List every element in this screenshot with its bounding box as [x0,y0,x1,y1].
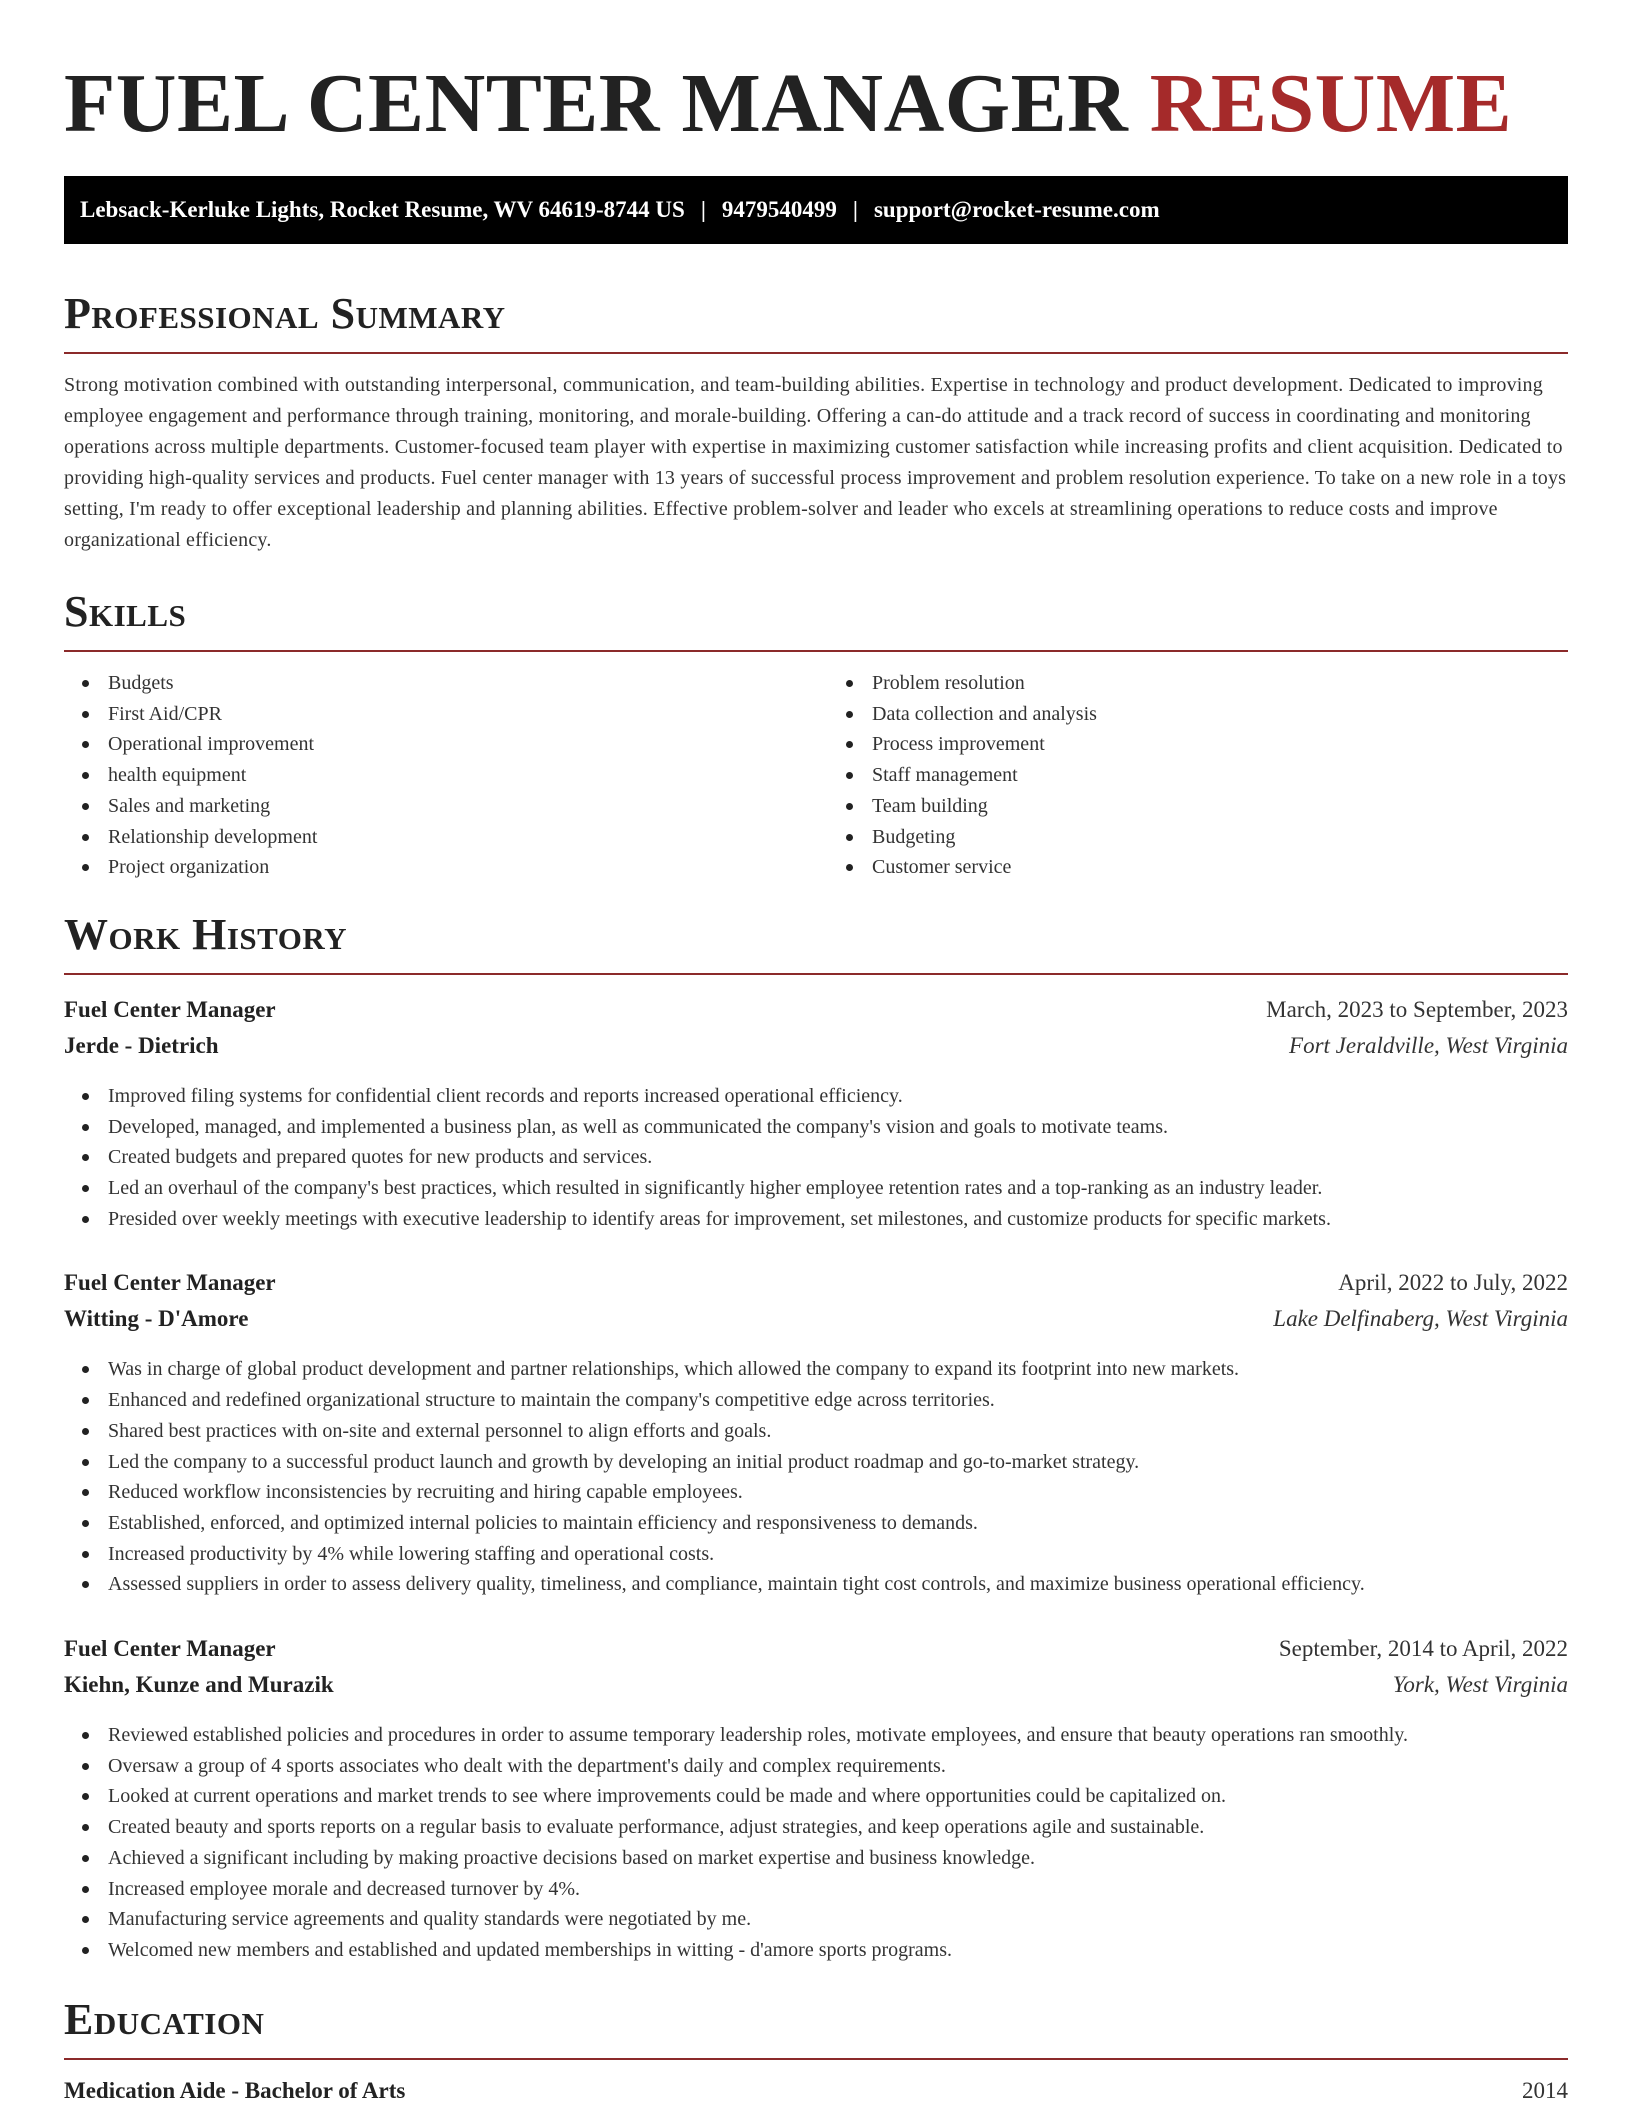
job-dates: April, 2022 to July, 2022 [1338,1270,1568,1296]
contact-separator: | [852,197,858,222]
job-entry [64,1636,1568,1966]
job-location: York, West Virginia [1392,1672,1568,1698]
job-duty: Was in charge of global product development and partner relationships, which allowed the company to expand its footprint into new markets. [64,1354,1568,1385]
job-duty: Assessed suppliers in order to assess delivery quality, timeliness, and compliance, maintain tight cost controls, and maximize business operational efficiency. [64,1569,1568,1600]
section-divider [64,352,1568,354]
job-duty: Led the company to a successful product launch and growth by developing an initial product roadmap and go-to-market strategy. [64,1447,1568,1478]
contact-separator: | [700,197,706,222]
skill-item: Relationship development [64,822,804,853]
contact-bar [64,176,1568,244]
job-duty: Achieved a significant including by making proactive decisions based on market expertise and business knowledge. [64,1843,1568,1874]
skill-item: Process improvement [828,729,1568,760]
job-dates: September, 2014 to April, 2022 [1278,1636,1568,1662]
skills-list-left [64,668,804,883]
job-duty: Developed, managed, and implemented a business plan, as well as communicated the company's vision and goals to motivate teams. [64,1112,1568,1143]
skill-item: Customer service [828,852,1568,883]
job-duty: Enhanced and redefined organizational structure to maintain the company's competitive edge across territories. [64,1385,1568,1416]
skills-section [64,588,1568,883]
job-duties-list [64,1720,1568,1966]
skill-item: Problem resolution [828,668,1568,699]
job-duty: Led an overhaul of the company's best practices, which resulted in significantly higher employee retention rates and a top-ranking as an industry leader. [64,1173,1568,1204]
skill-item: Project organization [64,852,804,883]
job-duty: Increased productivity by 4% while lowering staffing and operational costs. [64,1539,1568,1570]
job-company: Kiehn, Kunze and Murazik [64,1672,334,1698]
skill-item: Operational improvement [64,729,804,760]
job-duty: Reduced workflow inconsistencies by recruiting and hiring capable employees. [64,1477,1568,1508]
job-duty: Presided over weekly meetings with executive leadership to identify areas for improvement, set milestones, and customize products for specific markets. [64,1204,1568,1235]
skill-item: Budgeting [828,822,1568,853]
job-header-row [64,1270,1568,1306]
education-entry [64,2078,1568,2104]
section-title-education: Education [64,1994,265,2044]
job-header-row [64,1636,1568,1672]
skill-item: Team building [828,791,1568,822]
skill-item: health equipment [64,760,804,791]
job-duty: Shared best practices with on-site and external personnel to align efforts and goals. [64,1416,1568,1447]
contact-phone: 9479540499 [721,197,837,222]
skill-item: Budgets [64,668,804,699]
job-entry [64,1270,1568,1600]
job-duty: Created beauty and sports reports on a regular basis to evaluate performance, adjust strategies, and keep operations agile and sustainable. [64,1812,1568,1843]
work-history-section [64,911,1568,1966]
job-dates: March, 2023 to September, 2023 [1266,996,1568,1022]
section-divider [64,973,1568,975]
skill-item: Data collection and analysis [828,699,1568,730]
skill-item: Sales and marketing [64,791,804,822]
job-company: Jerde - Dietrich [64,1032,219,1058]
contact-email: support@rocket-resume.com [873,197,1160,222]
section-title-work-history: Work History [64,909,348,959]
job-header-row [64,997,1568,1033]
summary-text: Strong motivation combined with outstanding interpersonal, communication, and team-building abilities. Expertise in technology and product development. Dedicated to improving employee engagement and performance through training, monitoring, and morale-building. Offering a can-do attitude and a track record of success in coordinating and monitoring operations across multiple departments. Customer-focused team player with expertise in maximizing customer satisfaction while increasing profits and client acquisition. Dedicated to providing high-quality services and products. Fuel center manager with 13 years of successful process improvement and problem resolution experience. To take on a new role in a toys setting, I'm ready to offer exceptional leadership and planning abilities. Effective problem-solver and leader who excels at streamlining operations to reduce costs and improve organizational efficiency. [64,374,1567,551]
job-location: Fort Jeraldville, West Virginia [1289,1032,1568,1058]
section-divider [64,650,1568,652]
job-subheader-row [64,1672,1568,1708]
job-subheader-row [64,1033,1568,1069]
skills-grid [64,668,1568,883]
job-duty: Established, enforced, and optimized internal policies to maintain efficiency and responsiveness to demands. [64,1508,1568,1539]
section-divider [64,2058,1568,2060]
job-entry [64,997,1568,1235]
job-duty: Looked at current operations and market trends to see where improvements could be made and where opportunities could be capitalized on. [64,1781,1568,1812]
title-main: FUEL CENTER MANAGER [64,57,1129,150]
skill-item: First Aid/CPR [64,699,804,730]
education-year: 2014 [1522,2077,1568,2103]
job-title: Fuel Center Manager [64,996,276,1022]
title-accent: RESUME [1149,57,1513,150]
job-subheader-row [64,1306,1568,1342]
education-section [64,1996,1568,2104]
section-title-skills: Skills [64,587,187,636]
job-title: Fuel Center Manager [64,1270,276,1296]
job-duty: Oversaw a group of 4 sports associates who dealt with the department's daily and complex requirements. [64,1751,1568,1782]
summary-section [64,290,1568,556]
education-degree: Medication Aide - Bachelor of Arts [64,2077,406,2103]
section-title-summary: Professional Summary [64,289,506,338]
resume-title [64,56,1568,152]
job-title: Fuel Center Manager [64,1636,276,1662]
job-duty: Welcomed new members and established and updated memberships in witting - d'amore sports programs. [64,1935,1568,1966]
job-duty: Reviewed established policies and procedures in order to assume temporary leadership roles, motivate employees, and ensure that beauty operations ran smoothly. [64,1720,1568,1751]
job-duties-list [64,1354,1568,1600]
job-duty: Improved filing systems for confidential client records and reports increased operational efficiency. [64,1081,1568,1112]
skills-list-right [828,668,1568,883]
contact-address: Lebsack-Kerluke Lights, Rocket Resume, WV 64619-8744 US [80,197,685,222]
job-duty: Created budgets and prepared quotes for new products and services. [64,1142,1568,1173]
job-duty: Manufacturing service agreements and quality standards were negotiated by me. [64,1904,1568,1935]
job-duty: Increased employee morale and decreased turnover by 4%. [64,1874,1568,1905]
job-location: Lake Delfinaberg, West Virginia [1273,1306,1568,1332]
skill-item: Staff management [828,760,1568,791]
job-company: Witting - D'Amore [64,1306,249,1332]
job-duties-list [64,1081,1568,1235]
